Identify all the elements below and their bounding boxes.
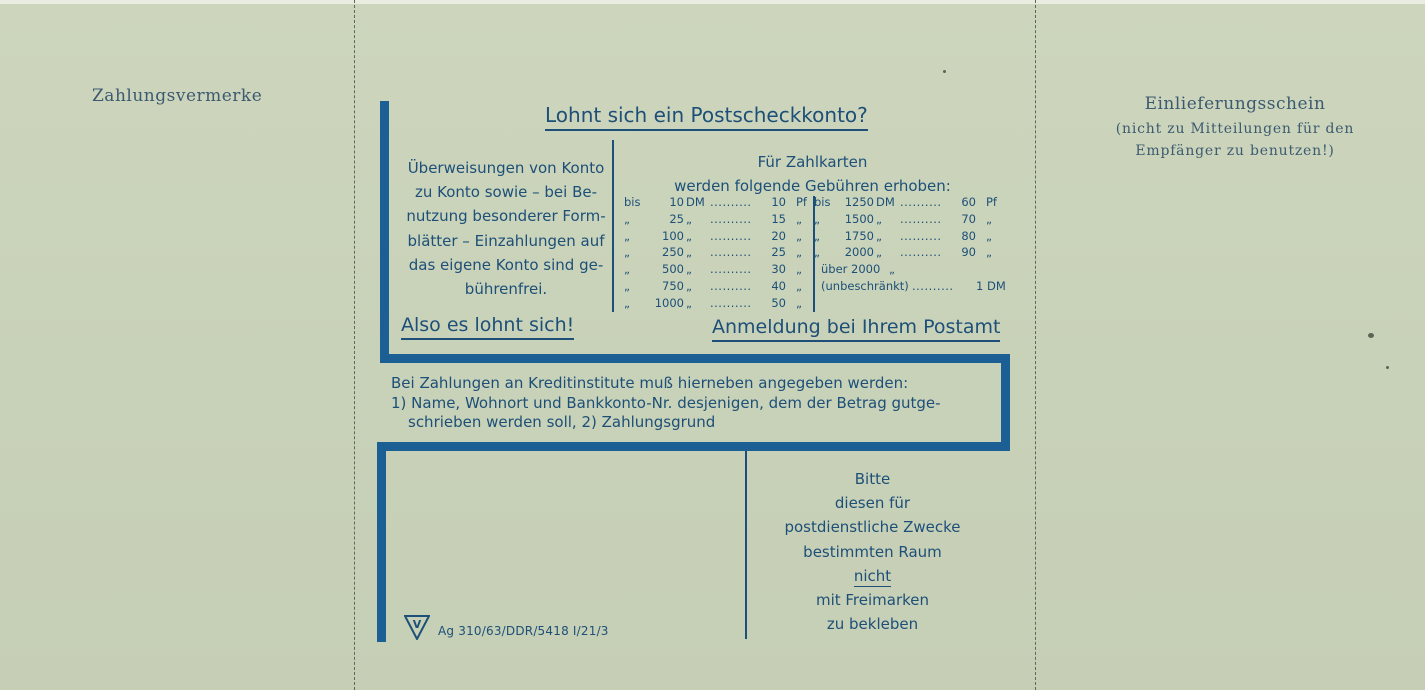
bitte-line-4: bestimmten Raum <box>803 542 942 561</box>
fee-value-unit: „ <box>796 278 802 293</box>
paper-top-edge <box>0 0 1425 4</box>
headline: Lohnt sich ein Postscheckkonto? <box>545 103 868 131</box>
fee-value-unit: „ <box>986 228 992 243</box>
fee-row <box>624 279 810 296</box>
fee-dots: .......... <box>900 195 942 209</box>
fee-row-over <box>814 262 1014 279</box>
fee-value: 80 <box>961 228 976 243</box>
frame-bar-left-top <box>380 101 389 363</box>
fee-amount: 1500 <box>844 211 874 226</box>
fee-value: 10 <box>771 195 786 209</box>
fees-heading-line-1: Für Zahlkarten <box>757 153 868 171</box>
frame-bar-horizontal-2 <box>380 442 1010 451</box>
fee-dots: .......... <box>710 295 752 310</box>
fee-amount: 2000 <box>844 245 874 260</box>
perforation-right <box>1035 0 1036 690</box>
fee-prefix: bis <box>814 195 831 209</box>
fee-value-unit: „ <box>796 211 802 226</box>
fee-unit: „ <box>876 245 882 260</box>
fee-value-unit: „ <box>796 295 802 310</box>
fee-unit: „ <box>686 262 692 277</box>
fee-amount: 10 <box>669 195 684 209</box>
bitte-nicht: nicht <box>853 566 892 585</box>
fee-row <box>624 229 810 246</box>
fee-row <box>814 195 1014 212</box>
fee-prefix: „ <box>624 295 630 310</box>
fee-value: 70 <box>961 211 976 226</box>
logo-letter: V <box>412 618 422 631</box>
fee-unit: „ <box>686 228 692 243</box>
fee-value: 40 <box>771 278 786 293</box>
fee-value-unit: „ <box>796 228 802 243</box>
kredit-line-2: 1) Name, Wohnort und Bankkonto-Nr. desjenigen, dem der Betrag gutge- <box>391 393 941 412</box>
note-line-2: Empfänger zu benutzen!) <box>1135 143 1335 159</box>
fee-dots: .......... <box>900 245 942 260</box>
bitte-line-7: zu bekleben <box>826 615 919 634</box>
fee-amount: 750 <box>662 278 684 293</box>
fee-value: 30 <box>771 262 786 277</box>
fee-prefix: „ <box>624 262 630 277</box>
fee-dots: .......... <box>710 211 752 226</box>
divider-middle <box>612 140 614 312</box>
fee-row-unlimited <box>814 279 1014 296</box>
fees-heading <box>640 150 985 198</box>
fee-row <box>814 212 1014 229</box>
frame-bar-left-bottom <box>377 442 386 642</box>
paper-speck <box>943 70 946 73</box>
info-line-3: nutzung besonderer Form- <box>406 207 606 226</box>
fee-row <box>814 229 1014 246</box>
fee-table-left <box>624 195 810 313</box>
bitte-line-2: diesen für <box>834 494 911 513</box>
fee-row <box>624 262 810 279</box>
fee-value: 25 <box>771 245 786 260</box>
fee-dots: .......... <box>710 228 752 243</box>
fee-amount: 1750 <box>844 228 874 243</box>
fee-value: 60 <box>961 195 976 209</box>
fees-heading-line-2: werden folgende Gebühren erhoben: <box>674 177 951 195</box>
einlieferungsschein-section <box>1045 94 1425 162</box>
fee-unit: DM <box>876 195 895 209</box>
note-line-1: (nicht zu Mitteilungen für den <box>1115 121 1355 137</box>
perforation-left <box>354 0 355 690</box>
einlieferungsschein-title: Einlieferungsschein <box>1144 94 1326 114</box>
fee-dots: .......... <box>710 195 752 209</box>
fee-prefix: „ <box>814 245 820 260</box>
fee-unit: „ <box>686 211 692 226</box>
fee-unlimited-dots: .......... <box>912 278 954 293</box>
kredit-line-1: Bei Zahlungen an Kreditinstitute muß hierneben angegeben werden: <box>391 374 909 392</box>
fee-value-unit: „ <box>796 245 802 260</box>
bitte-line-6: mit Freimarken <box>815 591 930 610</box>
kredit-line-3: schrieben werden soll, 2) Zahlungsgrund <box>408 413 716 431</box>
frame-bar-horizontal-1 <box>380 354 1010 363</box>
fee-unlimited-label: (unbeschränkt) <box>821 278 909 293</box>
fee-row <box>624 212 810 229</box>
fee-value-unit: „ <box>796 262 802 277</box>
fee-value: 90 <box>961 245 976 260</box>
divider-bottom <box>745 451 747 639</box>
fee-row <box>624 195 810 212</box>
fee-prefix: „ <box>814 228 820 243</box>
postal-use-area-note <box>760 467 985 636</box>
info-line-2: zu Konto sowie – bei Be- <box>414 183 598 202</box>
fee-prefix: „ <box>624 228 630 243</box>
fee-table-right <box>814 195 1014 296</box>
fee-prefix: „ <box>624 211 630 226</box>
bitte-line-1: Bitte <box>854 470 891 488</box>
info-line-6: bührenfrei. <box>464 280 548 299</box>
paper-speck <box>1386 366 1389 369</box>
info-line-1: Überweisungen von Konto <box>407 159 605 177</box>
paper-speck <box>1368 333 1374 338</box>
info-line-4: blätter – Einzahlungen auf <box>407 231 605 250</box>
frame-bar-right <box>1001 354 1010 451</box>
fee-amount: 1250 <box>844 195 874 209</box>
fee-value: 50 <box>771 295 786 310</box>
fee-prefix: „ <box>814 211 820 226</box>
fee-unit: „ <box>876 211 882 226</box>
zahlungsvermerke-title: Zahlungsvermerke <box>92 86 263 106</box>
info-line-5: das eigene Konto sind ge- <box>408 255 604 274</box>
info-text <box>400 156 612 301</box>
fee-row <box>624 245 810 262</box>
fee-over-label: über 2000 <box>821 262 881 277</box>
bitte-line-3: postdienstliche Zwecke <box>784 518 961 537</box>
fee-dots: .......... <box>900 211 942 226</box>
fee-value-unit: „ <box>986 245 992 260</box>
fee-unit: DM <box>686 195 705 209</box>
fee-prefix: „ <box>624 245 630 260</box>
fee-dots: .......... <box>710 262 752 277</box>
fee-amount: 25 <box>669 211 684 226</box>
fee-over-mark: „ <box>889 262 895 277</box>
fee-unit: „ <box>686 278 692 293</box>
fee-dots: .......... <box>710 278 752 293</box>
fee-value: 15 <box>771 211 786 226</box>
fee-unit: „ <box>686 245 692 260</box>
einlieferungsschein-note <box>1045 118 1425 162</box>
fee-unit: „ <box>686 295 692 310</box>
fee-value-unit: „ <box>986 211 992 226</box>
fee-amount: 1000 <box>654 295 684 310</box>
fee-amount: 250 <box>662 245 684 260</box>
publisher-logo-icon <box>404 614 430 640</box>
fee-dots: .......... <box>900 228 942 243</box>
fee-amount: 100 <box>662 228 684 243</box>
fee-value-unit: Pf <box>986 195 997 209</box>
fee-prefix: „ <box>624 278 630 293</box>
fee-row <box>624 296 810 313</box>
kreditinstitute-note <box>391 374 996 433</box>
anmeldung-postamt: Anmeldung bei Ihrem Postamt <box>712 316 1000 342</box>
fee-unit: „ <box>876 228 882 243</box>
fee-row <box>814 245 1014 262</box>
fee-unlimited-value: 1 DM <box>976 278 1006 293</box>
fee-value-unit: Pf <box>796 195 807 209</box>
also-es-lohnt-sich: Also es lohnt sich! <box>401 314 574 340</box>
fee-value: 20 <box>771 228 786 243</box>
fee-prefix: bis <box>624 195 641 209</box>
form-code: Ag 310/63/DDR/5418 I/21/3 <box>438 624 609 638</box>
fee-dots: .......... <box>710 245 752 260</box>
fee-amount: 500 <box>662 262 684 277</box>
